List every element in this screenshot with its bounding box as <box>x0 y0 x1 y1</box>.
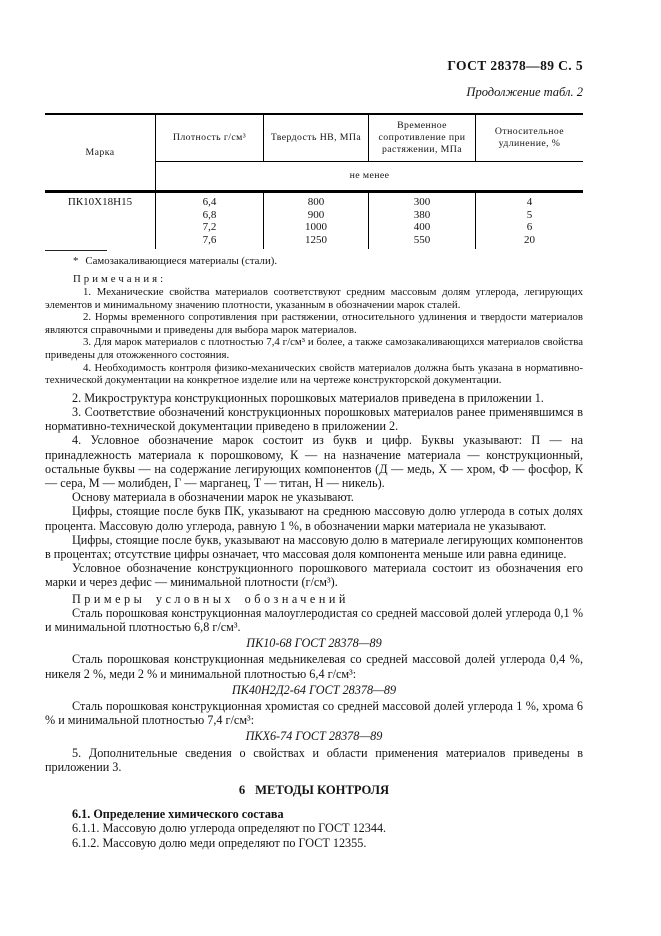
table-col-hardness <box>263 193 368 249</box>
table-cell: 7,6 <box>202 233 217 246</box>
paragraph-base-material: Основу материала в обозначении марок не указывают. <box>72 490 354 505</box>
paragraph-digits-after-pk: Цифры, стоящие после букв ПК, указывают на среднюю массовую долю углерода в сотых долях процента. Массовую долю углерода, равную 1 %, в обозначении марки материала не указывают. <box>45 504 583 533</box>
table-cell: 300 <box>413 196 431 208</box>
paragraph-material-designation: Условное обозначение конструкционного порошкового материала состоит из обозначения его марки и через дефис — минимальной плотности (г/см³). <box>45 561 583 590</box>
section-6-1-block <box>45 807 583 850</box>
paragraph-digits-after-letters: Цифры, стоящие после букв, указывают на массовую долю в материале легирующих компонентов в процентах; отсутствие цифры означает, что массовая доля компонента меньше или равна единице. <box>45 532 583 561</box>
note-item: 3. Для марок материалов с плотностью 7,4 г/см³ и более, а также самозакаливающихся материалов свойства приведены для отожженного состояния. <box>45 336 583 361</box>
table-cell: 900 <box>307 208 325 221</box>
example-description: Сталь порошковая конструкционная медьникелевая со средней массовой долей углерода 0,4 %, никеля 2 %, меди 2 % и минимальной плотностью 6,4 г/см³: <box>45 652 583 681</box>
table-cell: 550 <box>413 233 431 246</box>
page-content <box>45 0 583 850</box>
paragraph-designation-correspondence: 3. Соответствие обозначений конструкционных порошковых материалов ранее применявшимся в нормативно-технической документации приведено в приложении 2. <box>45 404 583 434</box>
materials-table <box>45 113 583 249</box>
clause-6-1-2: 6.1.2. Массовую долю меди определяют по ГОСТ 12355. <box>72 835 367 850</box>
table-cell: 7,2 <box>202 221 217 234</box>
example-designation-code: ПК10-68 ГОСТ 28378—89 <box>246 636 382 651</box>
paragraph-additional-info: 5. Дополнительные сведения о свойствах и области применения материалов приведены в приложении 3. <box>45 745 583 774</box>
subsection-heading-chemical-composition: 6.1. Определение химического состава <box>72 807 284 821</box>
notes-block <box>45 273 583 386</box>
note-item: 2. Нормы временного сопротивления при растяжении, относительного удлинения и твердости материалов являются справочными и приведены для выбора марок материалов. <box>45 311 583 336</box>
table-footnote <box>45 255 583 268</box>
table-cell: 800 <box>307 196 325 208</box>
body-text-block <box>45 391 583 774</box>
paragraph-microstructure: 2. Микроструктура конструкционных порошковых материалов приведена в приложении 1. <box>72 390 544 405</box>
notes-heading: Примечания: <box>73 273 167 286</box>
example-description: Сталь порошковая конструкционная хромистая со средней массовой долей углерода 1 %, хрома 6 % и минимальной плотностью 7,4 г/см³: <box>45 698 583 728</box>
table-continuation-caption: Продолжение табл. 2 <box>466 85 583 99</box>
footnote-marker: * <box>73 255 79 268</box>
section-number: 6 <box>238 783 246 797</box>
section-title: МЕТОДЫ КОНТРОЛЯ <box>255 783 390 797</box>
clause-6-1-1: 6.1.1. Массовую долю углерода определяют по ГОСТ 12344. <box>72 821 387 836</box>
table-subheader-not-less: не менее <box>155 162 583 190</box>
examples-heading: Примеры условных обозначений <box>72 591 349 606</box>
table-cell: 20 <box>524 233 535 246</box>
note-item: 1. Механические свойства материалов соответствуют средним массовым долям углерода, легирующих элементов и минимальному значению плотности, указанным в обозначении марок сталей. <box>45 285 583 311</box>
table-col-mark <box>45 193 155 249</box>
example-description: Сталь порошковая конструкционная малоуглеродистая со средней массовой долей углерода 0,1 % и минимальной плотностью 6,8 г/см³. <box>45 605 583 634</box>
footnote-text: Самозакаливающиеся материалы (стали). <box>85 255 278 268</box>
paragraph-mark-letters: 4. Условное обозначение марок состоит из букв и цифр. Буквы указывают: П — на принадлежность материала к порошковому, К — на назначение материала — конструкционный, остальные буквы — на содержание легирующих компонентов (Д — медь, Х — хром, Ф — фосфор, К — сера, М — молибден, Г — марганец, Т — титан, Н — никель). <box>45 433 583 490</box>
table-col-resistance <box>368 193 475 249</box>
section-6-heading <box>45 783 583 798</box>
table-cell: 380 <box>413 208 431 221</box>
table-cell: 6,8 <box>202 208 217 221</box>
table-cell: 6,4 <box>202 196 217 208</box>
table-col-elongation <box>475 193 583 249</box>
table-cell: 400 <box>413 221 431 234</box>
footnote-rule <box>45 250 107 251</box>
table-header <box>45 113 583 193</box>
table-body <box>45 193 583 249</box>
table-cell: 5 <box>526 208 533 221</box>
table-cell: 6 <box>526 221 533 234</box>
note-item: 4. Необходимость контроля физико-механических свойств материалов должна быть указана в нормативно-технической документации на конкретное изделие или на чертеже конструкторской документации. <box>45 361 583 387</box>
column-header-resistance: Временное сопротивление при растяжении, МПа <box>368 115 475 162</box>
table-cell: 1250 <box>305 233 327 246</box>
column-header-elongation: Относительное удлинение, % <box>475 115 583 162</box>
page-header: ГОСТ 28378—89 С. 5 <box>447 58 583 73</box>
table-cell: 1000 <box>305 221 327 234</box>
table-cell-mark: ПК10Х18Н15 <box>67 196 133 208</box>
example-designation-code: ПК40Н2Д2-64 ГОСТ 28378—89 <box>231 682 397 697</box>
column-header-density: Плотность г/см³ <box>155 115 263 162</box>
table-col-density <box>155 193 263 249</box>
table-cell: 4 <box>526 196 533 208</box>
example-designation-code: ПКХ6-74 ГОСТ 28378—89 <box>245 729 383 744</box>
column-header-hardness: Твердость НВ, МПа <box>263 115 368 162</box>
column-header-mark: Марка <box>85 146 115 158</box>
